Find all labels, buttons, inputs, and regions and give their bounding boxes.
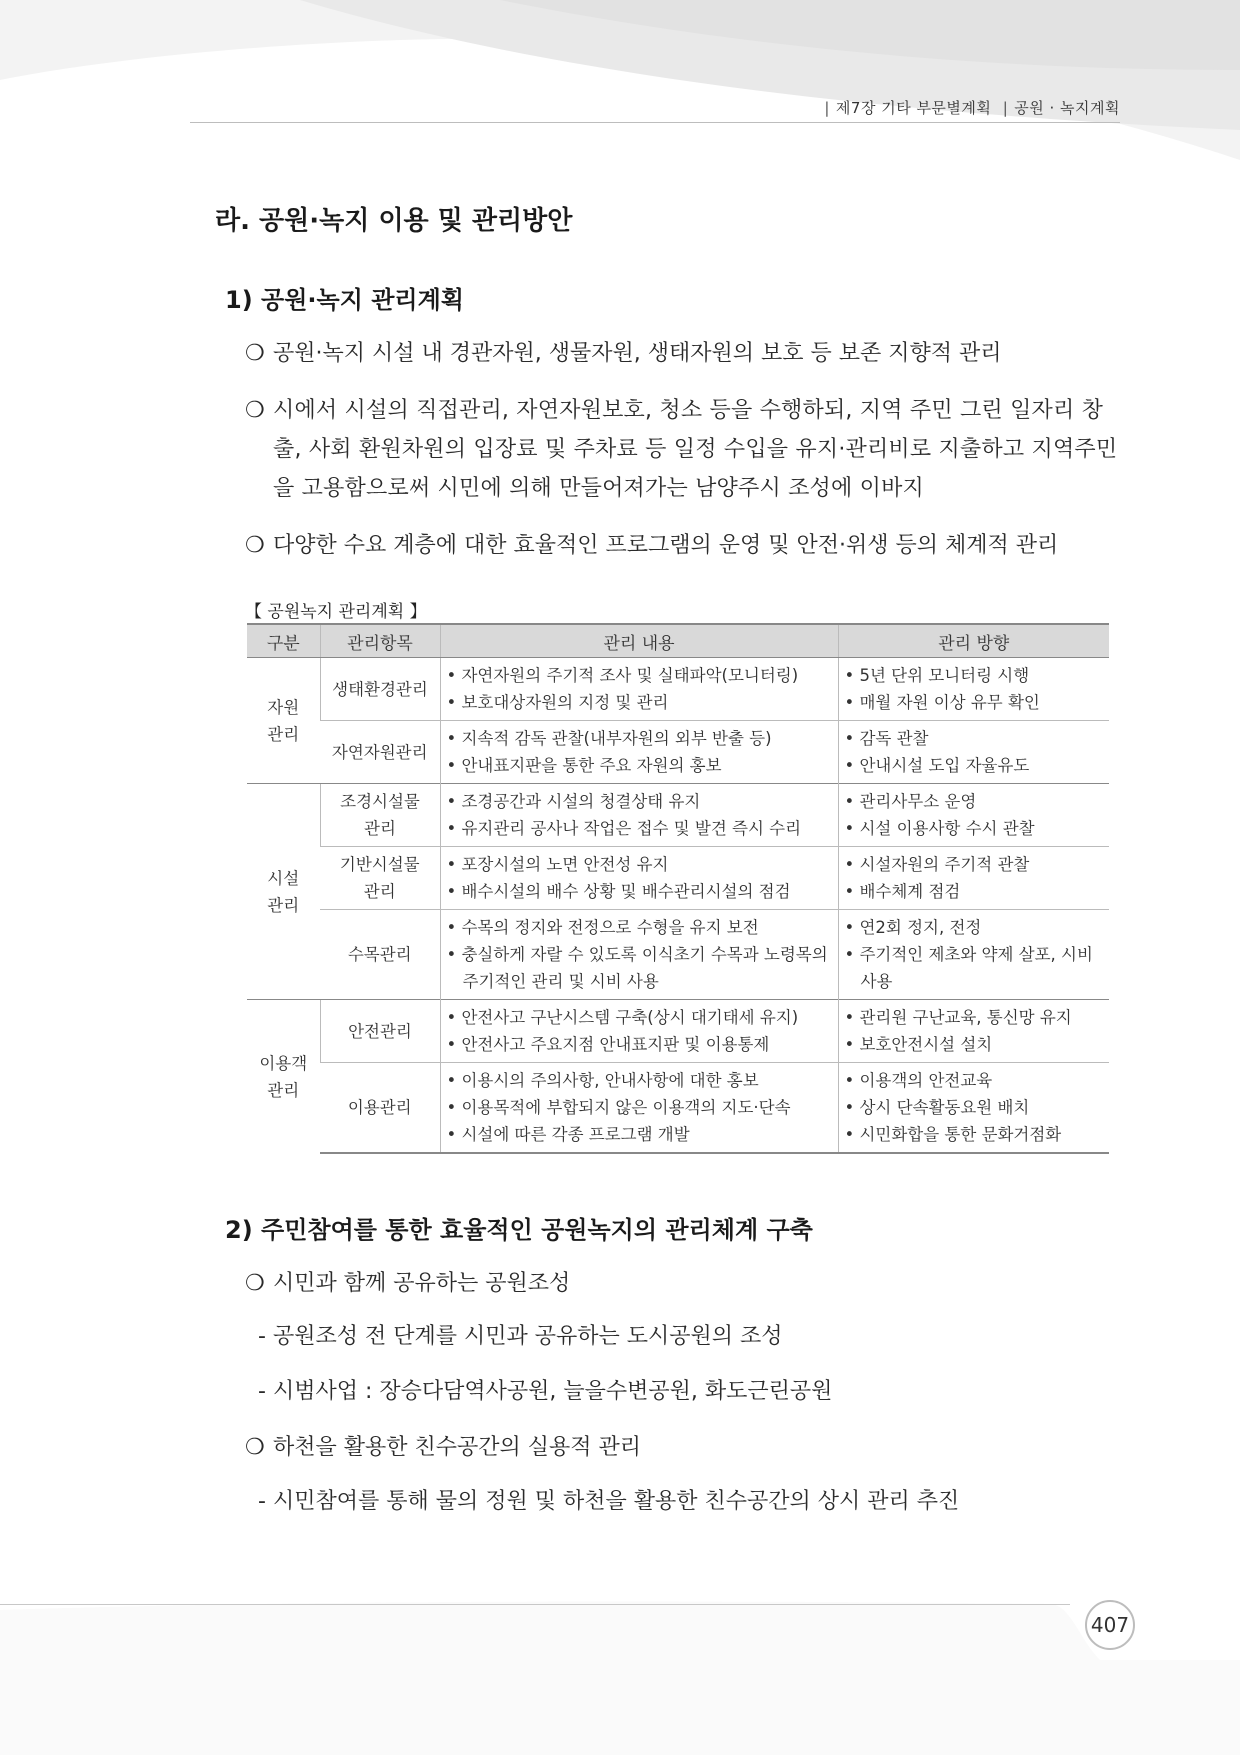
item-cell: 기반시설물 관리 bbox=[320, 847, 440, 910]
bullet-text: 시에서 시설의 직접관리, 자연자원보호, 청소 등을 수행하되, 지역 주민 그린 일자리 창출, 사회 환원차원의 입장료 및 주차료 등 일정 수입을 유지·관리비로 지출하고 지역주민을 고용함으로써 시민에 의해 만들어져가는 남양주시 조성에 이바지 bbox=[273, 398, 1118, 501]
bullet-text: 시민과 함께 공유하는 공원조성 bbox=[273, 1271, 571, 1296]
management-plan-table bbox=[247, 623, 1109, 1154]
direction-cell: • 연2회 정지, 전정 • 주기적인 제초와 약제 살포, 시비 사용 bbox=[838, 910, 1109, 1000]
dash-mark: - bbox=[258, 1379, 266, 1404]
item-cell: 조경시설물 관리 bbox=[320, 784, 440, 847]
content-cell: • 자연자원의 주기적 조사 및 실태파악(모니터링) • 보호대상자원의 지정 및 관리 bbox=[440, 658, 838, 721]
dash-item-2 bbox=[258, 1374, 832, 1405]
item-cell: 수목관리 bbox=[320, 910, 440, 1000]
content-cell: • 수목의 정지와 전정으로 수형을 유지 보전 • 충실하게 자랄 수 있도록 이식초기 수목과 노령목의 주기적인 관리 및 시비 사용 bbox=[440, 910, 838, 1000]
dash-text: 시민참여를 통해 물의 정원 및 하천을 활용한 친수공간의 상시 관리 추진 bbox=[272, 1489, 960, 1514]
content-cell: • 포장시설의 노면 안전성 유지 • 배수시설의 배수 상황 및 배수관리시설의 점검 bbox=[440, 847, 838, 910]
item-cell: 자연자원관리 bbox=[320, 721, 440, 784]
header-chapter: 제7장 기타 부문별계획 bbox=[835, 99, 992, 117]
running-header: | 제7장 기타 부문별계획 | 공원 · 녹지계획 bbox=[824, 99, 1120, 117]
group-cell: 자원 관리 bbox=[247, 658, 320, 784]
bullet-text: 다양한 수요 계층에 대한 효율적인 프로그램의 운영 및 안전·위생 등의 체계적 관리 bbox=[273, 533, 1059, 558]
circle-bullet-icon: ❍ bbox=[245, 533, 265, 558]
content-cell: • 이용시의 주의사항, 안내사항에 대한 홍보 • 이용목적에 부합되지 않은 이용객의 지도·단속 • 시설에 따른 각종 프로그램 개발 bbox=[440, 1063, 838, 1154]
direction-cell: • 이용객의 안전교육 • 상시 단속활동요원 배치 • 시민화합을 통한 문화거점화 bbox=[838, 1063, 1109, 1154]
dash-text: 시범사업 : 장승다담역사공원, 늘을수변공원, 화도근린공원 bbox=[272, 1379, 833, 1404]
dash-item-1 bbox=[258, 1319, 782, 1350]
bullet-item-2 bbox=[245, 391, 1125, 508]
dash-text: 공원조성 전 단계를 시민과 공유하는 도시공원의 조성 bbox=[272, 1324, 783, 1349]
dash-mark: - bbox=[258, 1489, 266, 1514]
bullet-item-1 bbox=[245, 334, 1125, 373]
circle-bullet-icon: ❍ bbox=[245, 341, 265, 366]
table-row bbox=[247, 721, 1109, 784]
group-cell: 이용객 관리 bbox=[247, 1000, 320, 1154]
dash-mark: - bbox=[258, 1324, 266, 1349]
bullet-text: 공원·녹지 시설 내 경관자원, 생물자원, 생태자원의 보호 등 보존 지향적 관리 bbox=[273, 341, 1002, 366]
table-row bbox=[247, 1063, 1109, 1154]
item-cell: 생태환경관리 bbox=[320, 658, 440, 721]
direction-cell: • 관리사무소 운영 • 시설 이용사항 수시 관찰 bbox=[838, 784, 1109, 847]
header-item: 관리항목 bbox=[320, 624, 440, 658]
group-cell: 시설 관리 bbox=[247, 784, 320, 1000]
footer-rule bbox=[0, 1604, 1070, 1605]
table-row bbox=[247, 784, 1109, 847]
header-section: 공원 · 녹지계획 bbox=[1014, 99, 1120, 117]
bullet-item-4 bbox=[245, 1264, 1125, 1303]
content-cell: • 안전사고 구난시스템 구축(상시 대기태세 유지) • 안전사고 주요지점 안내표지판 및 이용통제 bbox=[440, 1000, 838, 1063]
page-number: 407 bbox=[1085, 1600, 1135, 1650]
header-category: 구분 bbox=[247, 624, 320, 658]
bullet-text: 하천을 활용한 친수공간의 실용적 관리 bbox=[273, 1435, 642, 1460]
direction-cell: • 관리원 구난교육, 통신망 유지 • 보호안전시설 설치 bbox=[838, 1000, 1109, 1063]
dash-item-3 bbox=[258, 1484, 959, 1515]
circle-bullet-icon: ❍ bbox=[245, 1435, 265, 1460]
section-title: 라. 공원·녹지 이용 및 관리방안 bbox=[215, 206, 573, 236]
header-direction: 관리 방향 bbox=[838, 624, 1109, 658]
table-row bbox=[247, 1000, 1109, 1063]
item-cell: 안전관리 bbox=[320, 1000, 440, 1063]
table-row bbox=[247, 658, 1109, 721]
subsection-title-2: 2) 주민참여를 통한 효율적인 공원녹지의 관리체계 구축 bbox=[225, 1216, 813, 1244]
content-cell: • 지속적 감독 관찰(내부자원의 외부 반출 등) • 안내표지판을 통한 주요 자원의 홍보 bbox=[440, 721, 838, 784]
direction-cell: • 시설자원의 주기적 관찰 • 배수체계 점검 bbox=[838, 847, 1109, 910]
header-rule bbox=[190, 122, 1120, 123]
table-header-row bbox=[247, 624, 1109, 658]
item-cell: 이용관리 bbox=[320, 1063, 440, 1154]
content-cell: • 조경공간과 시설의 청결상태 유지 • 유지관리 공사나 작업은 접수 및 발견 즉시 수리 bbox=[440, 784, 838, 847]
subsection-title-1: 1) 공원·녹지 관리계획 bbox=[225, 286, 464, 314]
bullet-item-5 bbox=[245, 1428, 1125, 1467]
header-content: 관리 내용 bbox=[440, 624, 838, 658]
table-caption: 【 공원녹지 관리계획 】 bbox=[245, 602, 427, 622]
circle-bullet-icon: ❍ bbox=[245, 1271, 265, 1296]
direction-cell: • 감독 관찰 • 안내시설 도입 자율유도 bbox=[838, 721, 1109, 784]
bullet-item-3 bbox=[245, 526, 1125, 565]
direction-cell: • 5년 단위 모니터링 시행 • 매월 자원 이상 유무 확인 bbox=[838, 658, 1109, 721]
circle-bullet-icon: ❍ bbox=[245, 398, 265, 423]
table-row bbox=[247, 847, 1109, 910]
table-row bbox=[247, 910, 1109, 1000]
